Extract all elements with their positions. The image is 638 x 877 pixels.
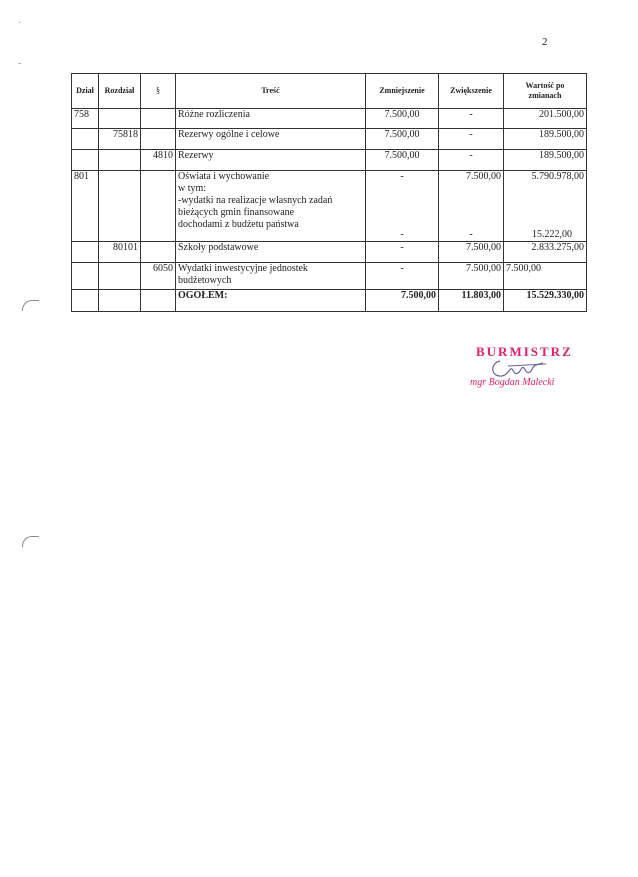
cell-tresc: Rezerwy ogólne i celowe: [176, 129, 366, 150]
cell-zmniejszenie: 7.500,00: [366, 150, 439, 171]
table-row: [72, 109, 587, 129]
total-zwiekszenie: 11.803,00: [439, 290, 504, 312]
scan-mark: ·: [18, 18, 22, 29]
cell-zmniejszenie: 7.500,00: [366, 129, 439, 150]
budget-changes-table: [71, 73, 587, 312]
header-zwiekszenie: Zwiększenie: [439, 74, 504, 109]
cell-rozdzial: [99, 150, 141, 171]
tresc-line: Oświata i wychowanie: [178, 171, 270, 182]
cell-rozdzial: 80101: [99, 242, 141, 263]
tresc-line: bieżących gmin finansowane: [178, 207, 295, 218]
cell-paragraf: [141, 109, 176, 129]
cell-zwiekszenie: [439, 171, 504, 242]
cell-rozdzial: [99, 171, 141, 242]
cell-zmniejszenie: [366, 171, 439, 242]
header-paragraf: §: [141, 74, 176, 109]
cell-dzial: [72, 263, 99, 290]
punch-hole-mark: [22, 300, 39, 311]
table-header-row: [72, 74, 587, 109]
cell-tresc: Różne rozliczenia: [176, 109, 366, 129]
value-top: 7.500,00: [466, 171, 501, 182]
cell-zmniejszenie: 7.500,00: [366, 109, 439, 129]
table-row: [72, 263, 587, 290]
cell-dzial: [72, 290, 99, 312]
tresc-line: Wydatki inwestycyjne jednostek: [178, 263, 308, 274]
stamp-title: BURMISTRZ: [476, 344, 573, 359]
stamp-name: mgr Bogdan Malecki: [470, 377, 555, 388]
cell-dzial: [72, 242, 99, 263]
table-row: [72, 150, 587, 171]
cell-tresc: [176, 263, 366, 290]
total-wartosc: 15.529.330,00: [504, 290, 587, 312]
cell-tresc: Rezerwy: [176, 150, 366, 171]
tresc-line: budżetowych: [178, 275, 232, 286]
cell-wartosc: 7.500,00: [504, 263, 587, 290]
cell-wartosc: [504, 171, 587, 242]
cell-zmniejszenie: -: [366, 263, 439, 290]
punch-hole-mark: [22, 536, 39, 547]
cell-zwiekszenie: -: [439, 109, 504, 129]
header-rozdzial: Rozdział: [99, 74, 141, 109]
cell-zmniejszenie: -: [366, 242, 439, 263]
value-bottom: 15.222,00: [532, 229, 572, 240]
cell-zwiekszenie: -: [439, 129, 504, 150]
header-tresc: Treść: [176, 74, 366, 109]
value-bottom: -: [400, 229, 404, 240]
page-number: 2: [542, 36, 548, 48]
cell-dzial: 801: [72, 171, 99, 242]
cell-dzial: 758: [72, 109, 99, 129]
value-top: -: [400, 171, 404, 182]
tresc-line: dochodami z budżetu państwa: [178, 219, 299, 230]
cell-zwiekszenie: -: [439, 150, 504, 171]
scan-mark: -: [18, 58, 22, 69]
cell-wartosc: 201.500,00: [504, 109, 587, 129]
cell-wartosc: 2.833.275,00: [504, 242, 587, 263]
cell-paragraf: [141, 129, 176, 150]
value-top: 5.790.978,00: [531, 171, 584, 182]
total-label: OGÓŁEM:: [176, 290, 366, 312]
header-dzial: Dział: [72, 74, 99, 109]
table-row: [72, 129, 587, 150]
cell-zwiekszenie: 7.500,00: [439, 263, 504, 290]
cell-paragraf: [141, 171, 176, 242]
table-row: [72, 242, 587, 263]
cell-dzial: [72, 129, 99, 150]
cell-wartosc: 189.500,00: [504, 150, 587, 171]
cell-paragraf: 4810: [141, 150, 176, 171]
table-row: [72, 171, 587, 242]
cell-paragraf: [141, 242, 176, 263]
header-wartosc: Wartość po zmianach: [504, 74, 587, 109]
value-bottom: -: [469, 229, 473, 240]
total-row: [72, 290, 587, 312]
cell-paragraf: 6050: [141, 263, 176, 290]
tresc-line: -wydatki na realizacje własnych zadań: [178, 195, 333, 206]
cell-dzial: [72, 150, 99, 171]
total-zmniejszenie: 7.500,00: [366, 290, 439, 312]
cell-wartosc: 189.500,00: [504, 129, 587, 150]
tresc-line: w tym:: [178, 183, 207, 194]
cell-zwiekszenie: 7.500,00: [439, 242, 504, 263]
cell-tresc: Szkoły podstawowe: [176, 242, 366, 263]
cell-tresc: [176, 171, 366, 242]
header-zmniejszenie: Zmniejszenie: [366, 74, 439, 109]
cell-rozdzial: [99, 109, 141, 129]
cell-rozdzial: [99, 263, 141, 290]
cell-rozdzial: 75818: [99, 129, 141, 150]
cell-rozdzial: [99, 290, 141, 312]
cell-paragraf: [141, 290, 176, 312]
